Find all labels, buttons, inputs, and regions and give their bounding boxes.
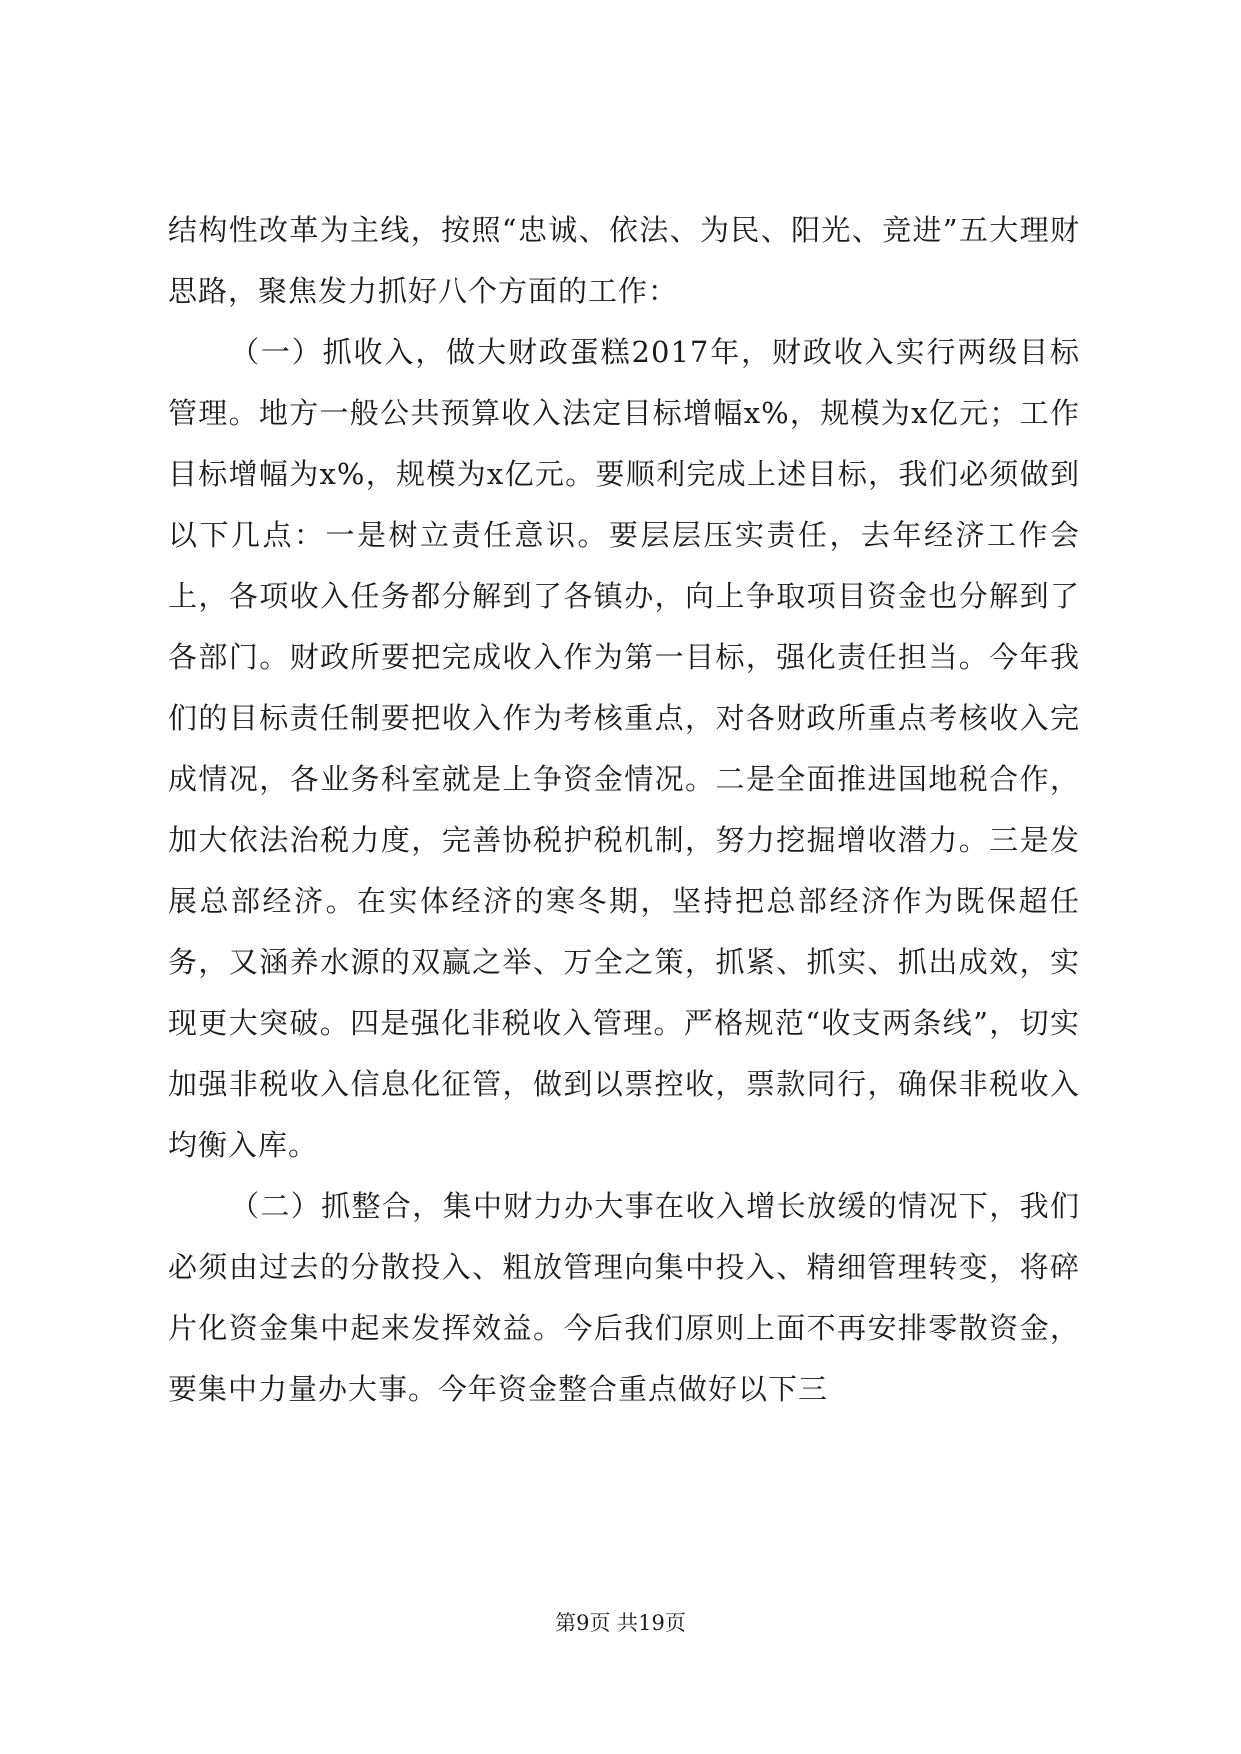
paragraph-section-1: （一）抓收入，做大财政蛋糕2017年，财政收入实行两级目标管理。地方一般公共预算收入法定目标增幅x%，规模为x亿元；工作目标增幅为x%，规模为x亿元。要顺利完成上述目标，我们必须做到以下几点：一是树立责任意识。要层层压实责任，去年经济工作会上，各项收入任务都分解到了各镇办，向上争取项目资金也分解到了各部门。财政所要把完成收入作为第一目标，强化责任担当。今年我们的目标责任制要把收入作为考核重点，对各财政所重点考核收入完成情况，各业务科室就是上争资金情况。二是全面推进国地税合作，加大依法治税力度，完善协税护税机制，努力挖掘增收潜力。三是发展总部经济。在实体经济的寒冬期，坚持把总部经济作为既保超任务，又涵养水源的双赢之举、万全之策，抓紧、抓实、抓出成效，实现更大突破。四是强化非税收入管理。严格规范“收支两条线”，切实加强非税收入信息化征管，做到以票控收，票款同行，确保非税收入均衡入库。 bbox=[168, 335, 1080, 1162]
paragraph-section-2: （二）抓整合，集中财力办大事在收入增长放缓的情况下，我们必须由过去的分散投入、粗放管理向集中投入、精细管理转变，将碎片化资金集中起来发挥效益。今后我们原则上面不再安排零散资金，要集中力量办大事。今年资金整合重点做好以下三 bbox=[168, 1189, 1080, 1406]
page-number-footer: 第9页 共19页 bbox=[555, 1611, 686, 1635]
paragraph-intro: 结构性改革为主线，按照“忠诚、依法、为民、阳光、竞进”五大理财思路，聚焦发力抓好八个方面的工作： bbox=[168, 213, 1080, 308]
document-body bbox=[168, 200, 1080, 1420]
